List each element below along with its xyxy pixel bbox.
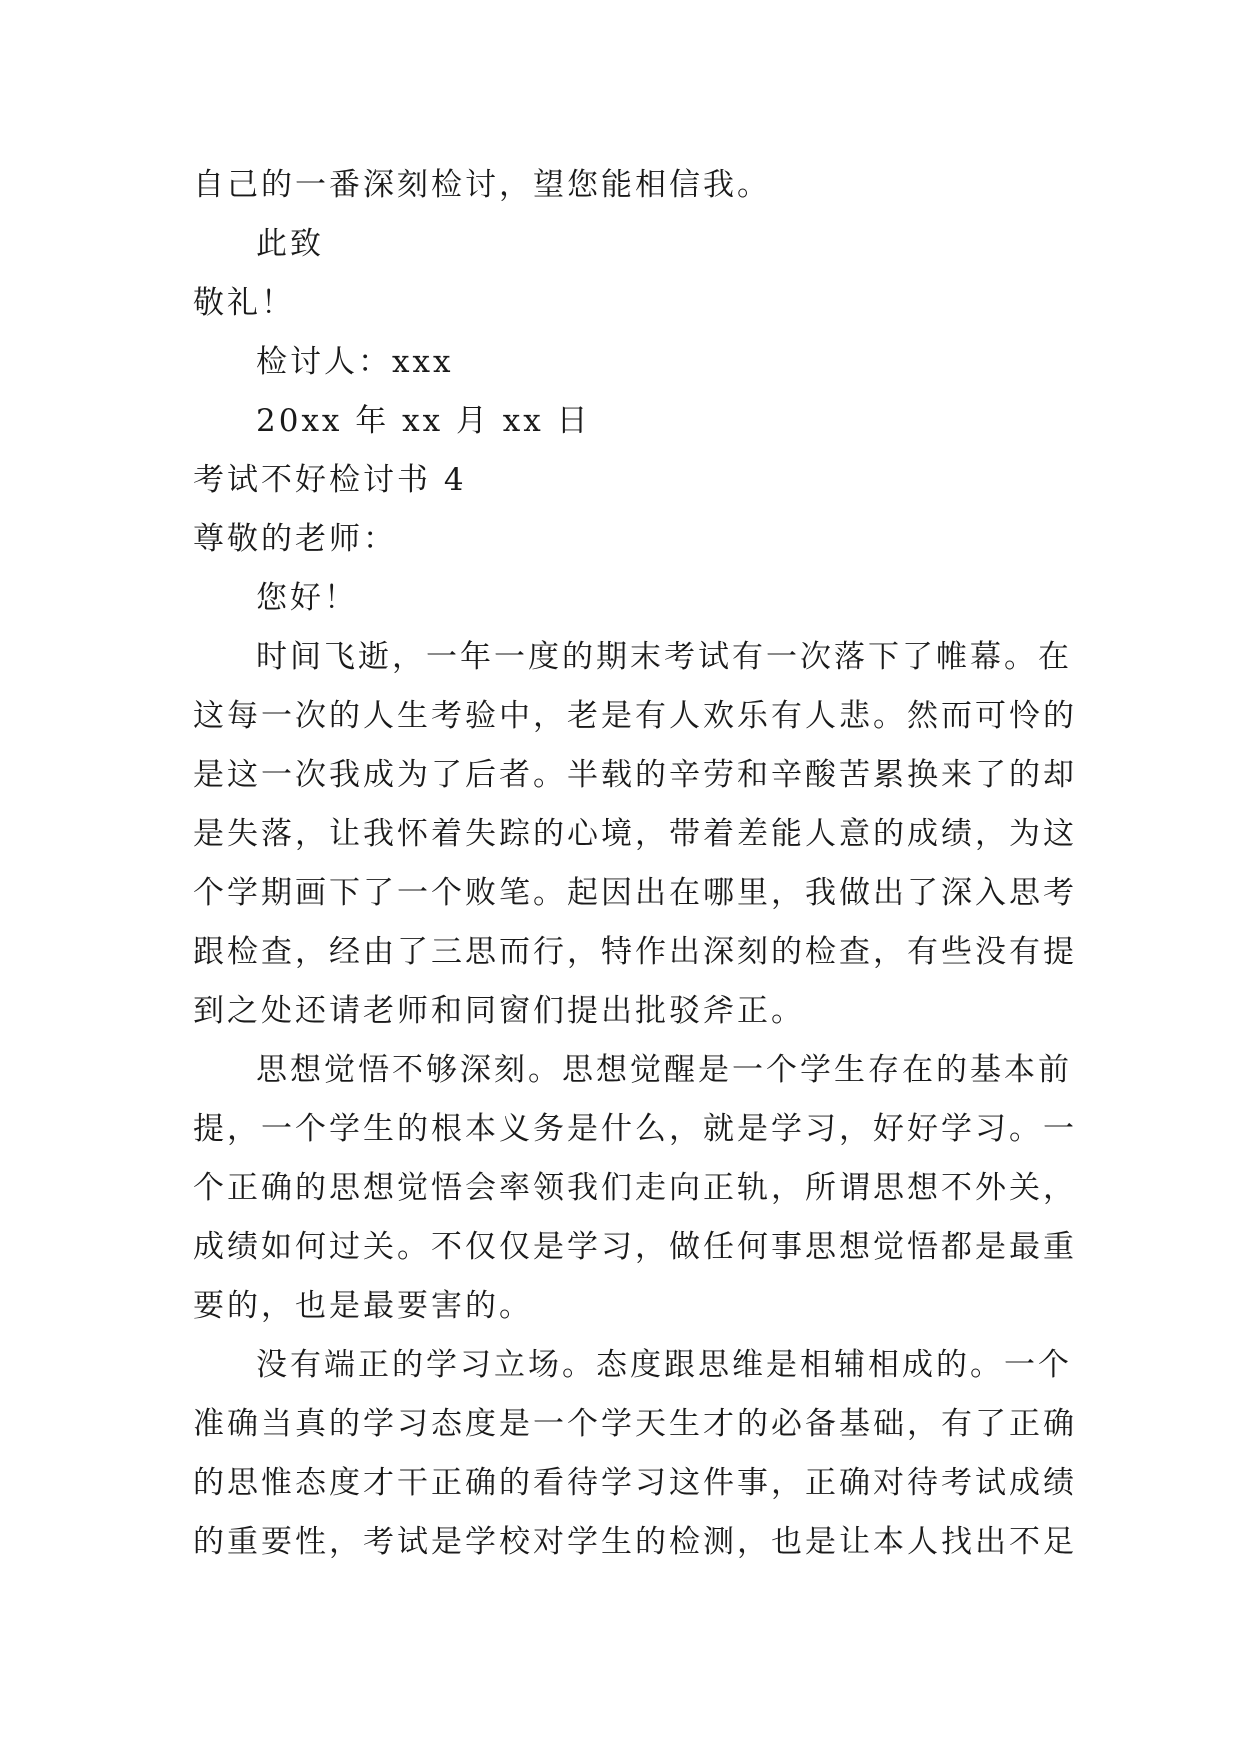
paragraph-line: 提，一个学生的根本义务是什么，就是学习，好好学习。一 [193,1111,1077,1147]
greeting: 您好！ [256,580,358,616]
paragraph-line: 个学期画下了一个败笔。起因出在哪里，我做出了深入思考 [193,875,1077,911]
paragraph-line: 是失落，让我怀着失踪的心境，带着差能人意的成绩，为这 [193,816,1077,852]
paragraph-line: 的思惟态度才干正确的看待学习这件事，正确对待考试成绩 [193,1465,1077,1501]
section-title: 考试不好检讨书 4 [193,462,467,498]
paragraph-line: 时间飞逝，一年一度的期末考试有一次落下了帷幕。在 [256,639,1072,675]
salutation-respect: 敬礼！ [193,285,295,321]
signature-date: 20xx 年 xx 月 xx 日 [256,403,591,439]
paragraph-line: 没有端正的学习立场。态度跟思维是相辅相成的。一个 [256,1347,1072,1383]
greeting-recipient: 尊敬的老师： [193,521,397,557]
paragraph-line: 是这一次我成为了后者。半载的辛劳和辛酸苦累换来了的却 [193,757,1077,793]
text-line: 自己的一番深刻检讨，望您能相信我。 [193,167,771,203]
paragraph-line: 的重要性，考试是学校对学生的检测，也是让本人找出不足 [193,1524,1077,1560]
paragraph-line: 成绩如何过关。不仅仅是学习，做任何事思想觉悟都是最重 [193,1229,1077,1265]
paragraph-line: 思想觉悟不够深刻。思想觉醒是一个学生存在的基本前 [256,1052,1072,1088]
paragraph-line: 个正确的思想觉悟会率领我们走向正轨，所谓思想不外关， [193,1170,1077,1206]
salutation-closing: 此致 [256,226,324,262]
paragraph-line: 准确当真的学习态度是一个学天生才的必备基础，有了正确 [193,1406,1077,1442]
paragraph-line: 到之处还请老师和同窗们提出批驳斧正。 [193,993,805,1029]
signature-author: 检讨人：xxx [256,344,454,380]
paragraph-line: 这每一次的人生考验中，老是有人欢乐有人悲。然而可怜的 [193,698,1077,734]
paragraph-line: 要的，也是最要害的。 [193,1288,533,1324]
paragraph-line: 跟检查，经由了三思而行，特作出深刻的检查，有些没有提 [193,934,1077,970]
